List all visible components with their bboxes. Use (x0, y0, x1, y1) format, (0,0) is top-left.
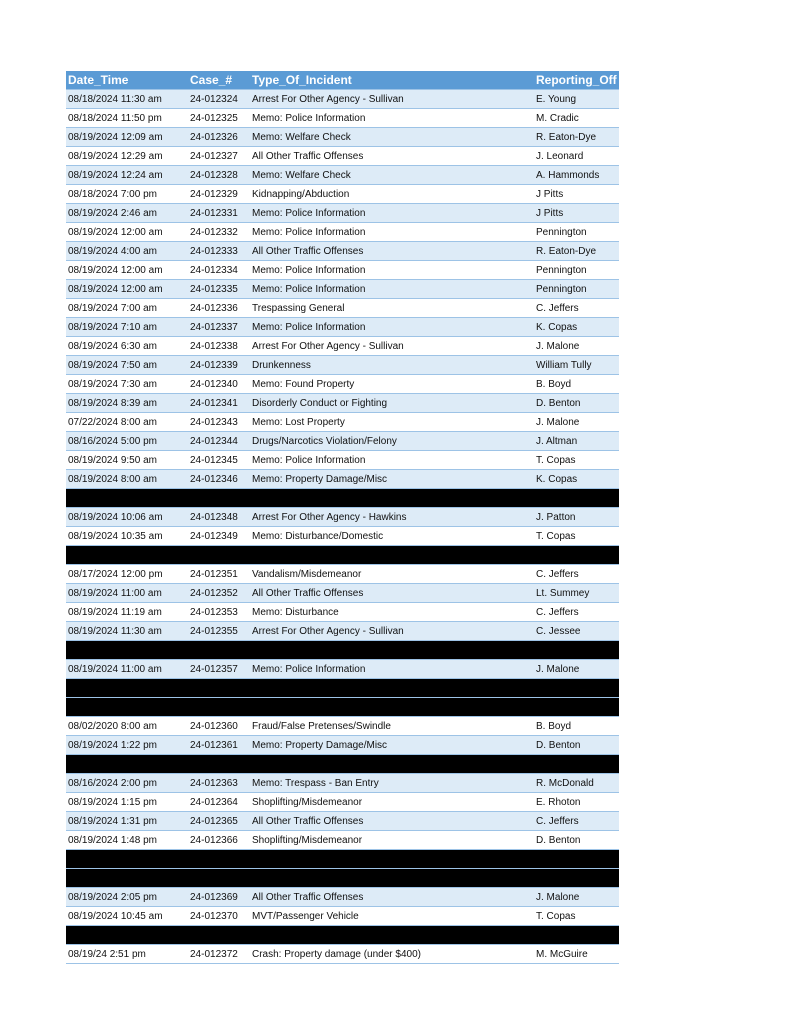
cell-date-time: 08/19/2024 7:30 am (66, 375, 188, 394)
cell-type-of-incident: Memo: Trespass - Ban Entry (250, 774, 534, 793)
cell-date-time: 08/16/2024 2:00 pm (66, 774, 188, 793)
header-date-time: Date_Time (66, 71, 188, 90)
cell-case-number: 24-012348 (188, 508, 250, 527)
cell-type-of-incident: All Other Traffic Offenses (250, 147, 534, 166)
cell-type-of-incident: Memo: Police Information (250, 204, 534, 223)
cell-case-number: 24-012346 (188, 470, 250, 489)
cell-type-of-incident: Arrest For Other Agency - Sullivan (250, 622, 534, 641)
table-row (66, 470, 619, 489)
cell-type-of-incident: All Other Traffic Offenses (250, 242, 534, 261)
cell-type-of-incident: Vandalism/Misdemeanor (250, 565, 534, 584)
table-row (66, 527, 619, 546)
redacted-cell (250, 698, 534, 717)
cell-date-time: 08/19/2024 10:45 am (66, 907, 188, 926)
redacted-cell (66, 755, 188, 774)
cell-reporting-officer: B. Boyd (534, 375, 619, 394)
cell-case-number: 24-012352 (188, 584, 250, 603)
cell-case-number: 24-012341 (188, 394, 250, 413)
cell-reporting-officer: T. Copas (534, 907, 619, 926)
cell-type-of-incident: Shoplifting/Misdemeanor (250, 793, 534, 812)
cell-date-time: 08/19/2024 12:00 am (66, 261, 188, 280)
table-row (66, 888, 619, 907)
cell-reporting-officer: J. Malone (534, 888, 619, 907)
cell-type-of-incident: All Other Traffic Offenses (250, 888, 534, 907)
cell-case-number: 24-012364 (188, 793, 250, 812)
cell-date-time: 08/19/2024 1:48 pm (66, 831, 188, 850)
cell-date-time: 08/19/2024 1:22 pm (66, 736, 188, 755)
redacted-cell (66, 869, 188, 888)
table-row (66, 717, 619, 736)
redacted-row (66, 641, 619, 660)
cell-date-time: 08/19/2024 10:06 am (66, 508, 188, 527)
table-row (66, 166, 619, 185)
redacted-row (66, 850, 619, 869)
cell-case-number: 24-012345 (188, 451, 250, 470)
table-row (66, 451, 619, 470)
cell-date-time: 08/19/2024 12:00 am (66, 280, 188, 299)
cell-reporting-officer: J. Malone (534, 660, 619, 679)
cell-case-number: 24-012363 (188, 774, 250, 793)
cell-case-number: 24-012340 (188, 375, 250, 394)
redacted-cell (188, 869, 250, 888)
table-row (66, 147, 619, 166)
cell-date-time: 08/19/2024 12:29 am (66, 147, 188, 166)
cell-date-time: 08/19/2024 6:30 am (66, 337, 188, 356)
cell-reporting-officer: Lt. Summey (534, 584, 619, 603)
redacted-cell (188, 850, 250, 869)
table-row (66, 128, 619, 147)
table-body (66, 90, 619, 964)
cell-type-of-incident: Memo: Welfare Check (250, 166, 534, 185)
cell-reporting-officer: M. Cradic (534, 109, 619, 128)
cell-type-of-incident: Memo: Police Information (250, 660, 534, 679)
redacted-cell (250, 926, 534, 945)
redacted-row (66, 698, 619, 717)
cell-case-number: 24-012372 (188, 945, 250, 964)
cell-case-number: 24-012349 (188, 527, 250, 546)
cell-type-of-incident: Crash: Property damage (under $400) (250, 945, 534, 964)
table-row (66, 907, 619, 926)
cell-reporting-officer: J. Malone (534, 337, 619, 356)
cell-reporting-officer: Pennington (534, 223, 619, 242)
cell-type-of-incident: Kidnapping/Abduction (250, 185, 534, 204)
redacted-cell (188, 926, 250, 945)
cell-case-number: 24-012328 (188, 166, 250, 185)
cell-reporting-officer: T. Copas (534, 527, 619, 546)
redacted-cell (534, 546, 619, 565)
header-case-number: Case_# (188, 71, 250, 90)
cell-reporting-officer: A. Hammonds (534, 166, 619, 185)
cell-case-number: 24-012331 (188, 204, 250, 223)
cell-reporting-officer: T. Copas (534, 451, 619, 470)
cell-reporting-officer: Pennington (534, 280, 619, 299)
cell-type-of-incident: Drunkenness (250, 356, 534, 375)
redacted-cell (250, 869, 534, 888)
table-row (66, 736, 619, 755)
cell-date-time: 08/19/2024 7:00 am (66, 299, 188, 318)
table-row (66, 185, 619, 204)
redacted-row (66, 546, 619, 565)
cell-case-number: 24-012366 (188, 831, 250, 850)
table-row (66, 432, 619, 451)
header-reporting-officer: Reporting_Off (534, 71, 619, 90)
redacted-cell (188, 698, 250, 717)
redacted-row (66, 926, 619, 945)
redacted-row (66, 489, 619, 508)
cell-type-of-incident: Memo: Property Damage/Misc (250, 470, 534, 489)
table-row (66, 223, 619, 242)
cell-reporting-officer: C. Jeffers (534, 603, 619, 622)
cell-case-number: 24-012327 (188, 147, 250, 166)
redacted-cell (188, 755, 250, 774)
cell-date-time: 08/19/2024 8:00 am (66, 470, 188, 489)
cell-type-of-incident: Shoplifting/Misdemeanor (250, 831, 534, 850)
cell-type-of-incident: Drugs/Narcotics Violation/Felony (250, 432, 534, 451)
cell-date-time: 08/19/2024 1:15 pm (66, 793, 188, 812)
cell-type-of-incident: Memo: Police Information (250, 318, 534, 337)
redacted-cell (66, 698, 188, 717)
cell-type-of-incident: Memo: Lost Property (250, 413, 534, 432)
cell-date-time: 08/19/2024 11:30 am (66, 622, 188, 641)
cell-type-of-incident: Disorderly Conduct or Fighting (250, 394, 534, 413)
redacted-cell (188, 679, 250, 698)
cell-date-time: 08/19/2024 2:46 am (66, 204, 188, 223)
redacted-cell (66, 546, 188, 565)
cell-reporting-officer: C. Jessee (534, 622, 619, 641)
cell-type-of-incident: Memo: Property Damage/Misc (250, 736, 534, 755)
cell-reporting-officer: K. Copas (534, 470, 619, 489)
cell-date-time: 08/19/2024 8:39 am (66, 394, 188, 413)
cell-case-number: 24-012369 (188, 888, 250, 907)
cell-type-of-incident: All Other Traffic Offenses (250, 584, 534, 603)
cell-reporting-officer: William Tully (534, 356, 619, 375)
redacted-cell (534, 850, 619, 869)
cell-type-of-incident: Arrest For Other Agency - Sullivan (250, 337, 534, 356)
cell-case-number: 24-012324 (188, 90, 250, 109)
redacted-row (66, 679, 619, 698)
cell-date-time: 08/19/2024 7:10 am (66, 318, 188, 337)
table-row (66, 356, 619, 375)
table-row (66, 508, 619, 527)
table-row (66, 261, 619, 280)
cell-date-time: 08/19/2024 11:19 am (66, 603, 188, 622)
cell-reporting-officer: D. Benton (534, 736, 619, 755)
cell-reporting-officer: Pennington (534, 261, 619, 280)
cell-type-of-incident: MVT/Passenger Vehicle (250, 907, 534, 926)
cell-case-number: 24-012325 (188, 109, 250, 128)
table-row (66, 584, 619, 603)
cell-case-number: 24-012370 (188, 907, 250, 926)
cell-reporting-officer: J Pitts (534, 204, 619, 223)
cell-case-number: 24-012335 (188, 280, 250, 299)
cell-date-time: 08/19/2024 1:31 pm (66, 812, 188, 831)
cell-type-of-incident: Memo: Police Information (250, 280, 534, 299)
cell-reporting-officer: C. Jeffers (534, 565, 619, 584)
redacted-cell (66, 679, 188, 698)
cell-case-number: 24-012337 (188, 318, 250, 337)
cell-type-of-incident: Memo: Disturbance/Domestic (250, 527, 534, 546)
cell-date-time: 08/19/24 2:51 pm (66, 945, 188, 964)
cell-case-number: 24-012357 (188, 660, 250, 679)
table-row (66, 774, 619, 793)
cell-reporting-officer: J. Malone (534, 413, 619, 432)
redacted-cell (534, 679, 619, 698)
table-row (66, 90, 619, 109)
redacted-row (66, 755, 619, 774)
table-row (66, 622, 619, 641)
table-row (66, 945, 619, 964)
cell-case-number: 24-012333 (188, 242, 250, 261)
cell-date-time: 08/17/2024 12:00 pm (66, 565, 188, 584)
redacted-cell (250, 679, 534, 698)
cell-case-number: 24-012332 (188, 223, 250, 242)
cell-reporting-officer: J. Patton (534, 508, 619, 527)
cell-date-time: 08/18/2024 7:00 pm (66, 185, 188, 204)
cell-type-of-incident: Memo: Welfare Check (250, 128, 534, 147)
redacted-cell (250, 850, 534, 869)
redacted-cell (534, 641, 619, 660)
incident-table (66, 71, 619, 964)
cell-date-time: 08/19/2024 11:00 am (66, 584, 188, 603)
table-row (66, 660, 619, 679)
cell-date-time: 08/19/2024 9:50 am (66, 451, 188, 470)
cell-case-number: 24-012326 (188, 128, 250, 147)
cell-case-number: 24-012351 (188, 565, 250, 584)
cell-date-time: 08/02/2020 8:00 am (66, 717, 188, 736)
cell-reporting-officer: E. Young (534, 90, 619, 109)
table-row (66, 603, 619, 622)
cell-reporting-officer: E. Rhoton (534, 793, 619, 812)
table-row (66, 280, 619, 299)
cell-date-time: 08/19/2024 12:24 am (66, 166, 188, 185)
cell-reporting-officer: B. Boyd (534, 717, 619, 736)
cell-reporting-officer: R. Eaton-Dye (534, 128, 619, 147)
cell-type-of-incident: Memo: Found Property (250, 375, 534, 394)
cell-case-number: 24-012334 (188, 261, 250, 280)
table-row (66, 565, 619, 584)
cell-case-number: 24-012343 (188, 413, 250, 432)
cell-date-time: 08/19/2024 12:00 am (66, 223, 188, 242)
redacted-cell (250, 546, 534, 565)
redacted-cell (250, 755, 534, 774)
cell-type-of-incident: Fraud/False Pretenses/Swindle (250, 717, 534, 736)
redacted-cell (534, 926, 619, 945)
cell-date-time: 08/19/2024 11:00 am (66, 660, 188, 679)
cell-reporting-officer: K. Copas (534, 318, 619, 337)
table-row (66, 337, 619, 356)
cell-type-of-incident: Arrest For Other Agency - Hawkins (250, 508, 534, 527)
cell-type-of-incident: Memo: Police Information (250, 223, 534, 242)
cell-date-time: 08/19/2024 7:50 am (66, 356, 188, 375)
table-row (66, 793, 619, 812)
cell-date-time: 07/22/2024 8:00 am (66, 413, 188, 432)
cell-case-number: 24-012339 (188, 356, 250, 375)
cell-date-time: 08/16/2024 5:00 pm (66, 432, 188, 451)
redacted-cell (250, 489, 534, 508)
table-row (66, 299, 619, 318)
cell-case-number: 24-012338 (188, 337, 250, 356)
cell-case-number: 24-012365 (188, 812, 250, 831)
redacted-cell (188, 546, 250, 565)
redacted-cell (188, 489, 250, 508)
cell-date-time: 08/18/2024 11:30 am (66, 90, 188, 109)
table-row (66, 375, 619, 394)
cell-reporting-officer: R. Eaton-Dye (534, 242, 619, 261)
cell-type-of-incident: Memo: Police Information (250, 109, 534, 128)
cell-date-time: 08/19/2024 2:05 pm (66, 888, 188, 907)
cell-reporting-officer: J Pitts (534, 185, 619, 204)
cell-date-time: 08/19/2024 12:09 am (66, 128, 188, 147)
cell-type-of-incident: Arrest For Other Agency - Sullivan (250, 90, 534, 109)
redacted-cell (66, 850, 188, 869)
table-row (66, 394, 619, 413)
header-type-of-incident: Type_Of_Incident (250, 71, 534, 90)
cell-reporting-officer: C. Jeffers (534, 812, 619, 831)
table-row (66, 413, 619, 432)
cell-date-time: 08/18/2024 11:50 pm (66, 109, 188, 128)
redacted-cell (534, 755, 619, 774)
cell-date-time: 08/19/2024 10:35 am (66, 527, 188, 546)
cell-case-number: 24-012360 (188, 717, 250, 736)
cell-reporting-officer: M. McGuire (534, 945, 619, 964)
cell-type-of-incident: All Other Traffic Offenses (250, 812, 534, 831)
cell-type-of-incident: Memo: Police Information (250, 451, 534, 470)
cell-type-of-incident: Memo: Police Information (250, 261, 534, 280)
redacted-cell (66, 641, 188, 660)
cell-reporting-officer: J. Altman (534, 432, 619, 451)
cell-case-number: 24-012355 (188, 622, 250, 641)
redacted-cell (66, 489, 188, 508)
redacted-row (66, 869, 619, 888)
cell-type-of-incident: Trespassing General (250, 299, 534, 318)
redacted-cell (66, 926, 188, 945)
cell-reporting-officer: D. Benton (534, 831, 619, 850)
redacted-cell (250, 641, 534, 660)
cell-case-number: 24-012361 (188, 736, 250, 755)
table-row (66, 109, 619, 128)
cell-case-number: 24-012336 (188, 299, 250, 318)
redacted-cell (534, 698, 619, 717)
cell-case-number: 24-012344 (188, 432, 250, 451)
cell-reporting-officer: C. Jeffers (534, 299, 619, 318)
cell-reporting-officer: R. McDonald (534, 774, 619, 793)
redacted-cell (188, 641, 250, 660)
table-row (66, 242, 619, 261)
cell-case-number: 24-012353 (188, 603, 250, 622)
cell-reporting-officer: J. Leonard (534, 147, 619, 166)
header-row (66, 71, 619, 90)
cell-type-of-incident: Memo: Disturbance (250, 603, 534, 622)
cell-date-time: 08/19/2024 4:00 am (66, 242, 188, 261)
redacted-cell (534, 869, 619, 888)
table-row (66, 318, 619, 337)
table-row (66, 831, 619, 850)
cell-case-number: 24-012329 (188, 185, 250, 204)
cell-reporting-officer: D. Benton (534, 394, 619, 413)
table-row (66, 204, 619, 223)
redacted-cell (534, 489, 619, 508)
table-row (66, 812, 619, 831)
